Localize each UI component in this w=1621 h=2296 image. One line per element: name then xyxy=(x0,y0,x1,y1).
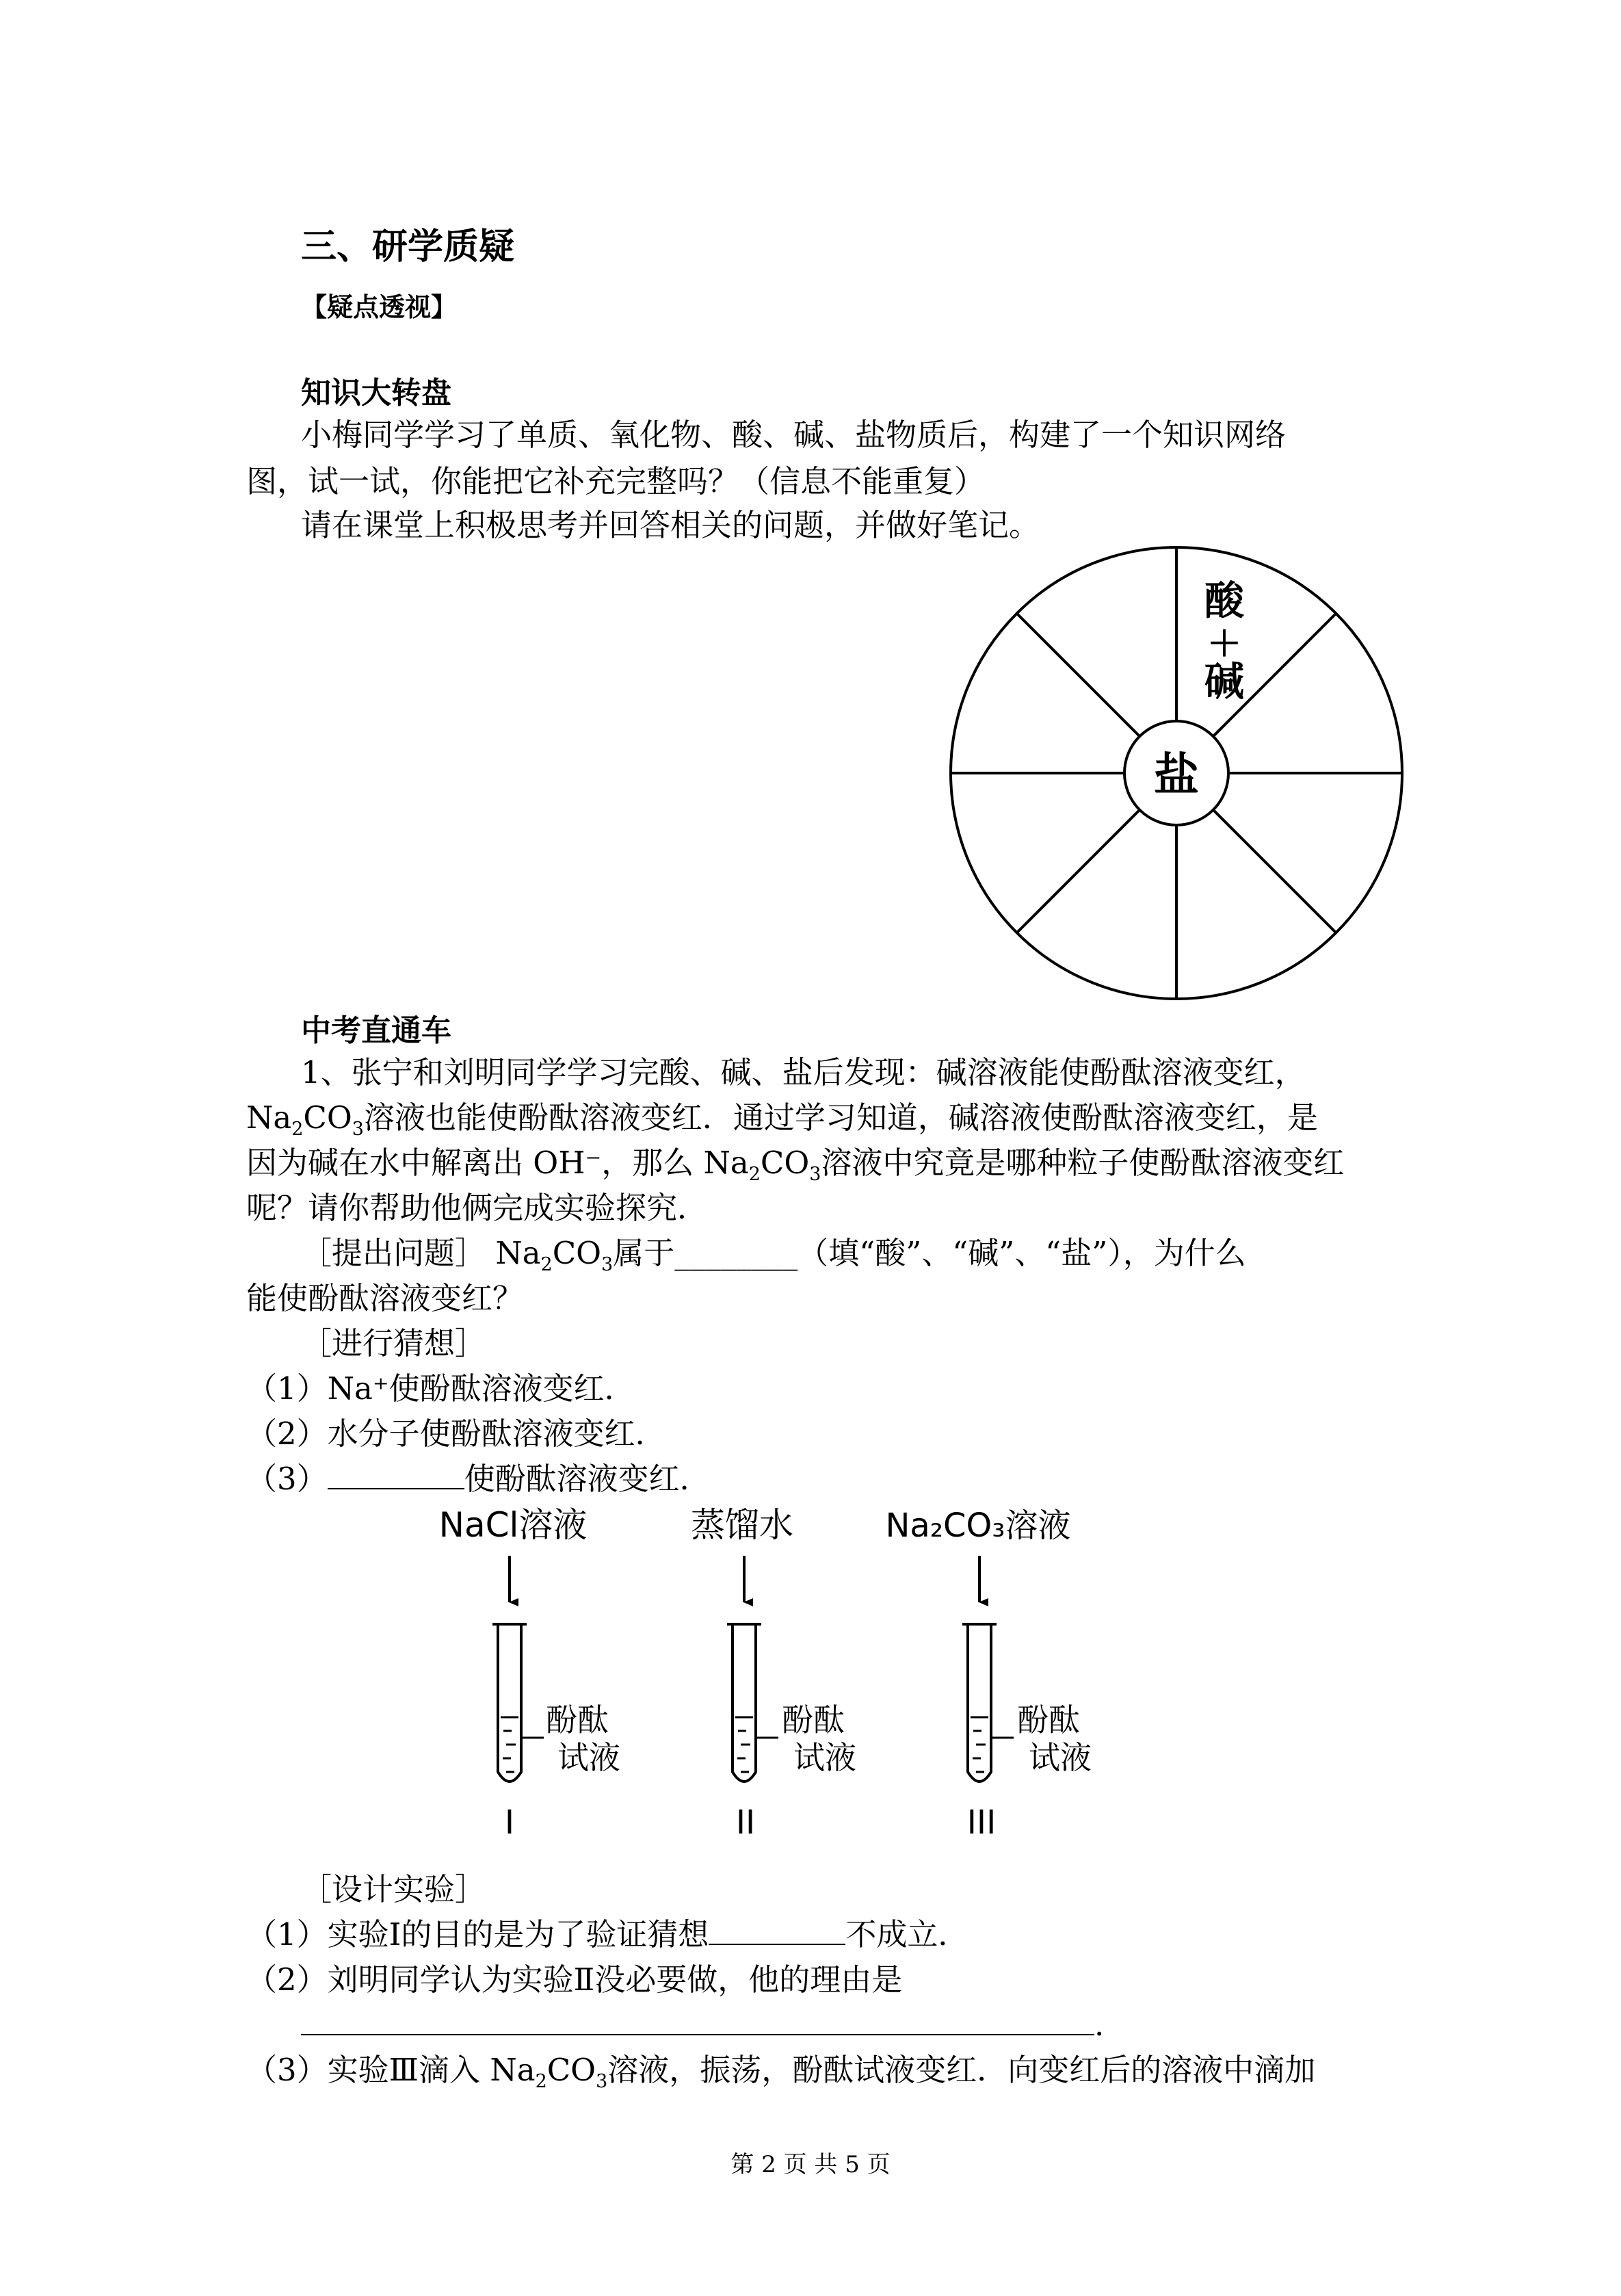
formula-na2co3: $Na_2CO_3$ xyxy=(495,1235,614,1275)
wheel-spoke-sw xyxy=(1016,810,1139,933)
wheel-intro-line1: 小梅同学学习了单质、氧化物、酸、碱、盐物质后，构建了一个知识网络 xyxy=(301,417,1287,453)
guess-2: （2）水分子使酚酞溶液变红． xyxy=(246,1416,666,1452)
design-1: （1）实验Ⅰ的目的是为了验证猜想 不成立． xyxy=(246,1910,968,1959)
wheel-spoke-nw xyxy=(1016,613,1139,736)
doubt-label: 【疑点透视】 xyxy=(301,292,458,322)
design-1-blank[interactable] xyxy=(709,1914,845,1945)
design-label: ［设计实验］ xyxy=(301,1871,486,1907)
ask-question-line2: 能使酚酞溶液变红？ xyxy=(246,1280,524,1316)
page-footer: 第 2 页 共 5 页 xyxy=(730,2151,891,2178)
design-2-answer-line: . xyxy=(301,2000,1104,2050)
formula-na2co3: $Na_2CO_3$ xyxy=(246,1099,364,1140)
design-3: （3）实验Ⅲ滴入 $Na_2CO_3$溶液，振荡，酚酞试液变红．向变红后的溶液中滴加 xyxy=(246,2052,1316,2092)
design-2-blank[interactable] xyxy=(301,2004,1094,2035)
tube-3-reagent: Na₂CO₃溶液 xyxy=(885,1506,1071,1545)
q1-line1: 1、张宁和刘明同学学习完酸、碱、盐后发现：碱溶液能使酚酞溶液变红， xyxy=(301,1054,1306,1091)
tube-3-indicator-line1: 酚酞 xyxy=(1017,1701,1080,1738)
tube-3-label: III xyxy=(966,1803,997,1842)
tube-3-group xyxy=(885,1506,1092,1842)
tube-1-group xyxy=(439,1505,620,1842)
wheel-center-label: 盐 xyxy=(1154,748,1199,801)
tube-3-indicator-line2: 试液 xyxy=(1029,1739,1092,1776)
knowledge-wheel xyxy=(944,540,1409,1006)
wheel-segment-acid: 酸 xyxy=(1204,577,1245,624)
design-2: （2）刘明同学认为实验Ⅱ没必要做，他的理由是 xyxy=(246,1961,903,1998)
wheel-segment-plus: ＋ xyxy=(1207,624,1241,664)
tube-2-indicator-line2: 试液 xyxy=(793,1739,856,1776)
q1-line2: $Na_2CO_3$溶液也能使酚酞溶液变红．通过学习知道，碱溶液使酚酞溶液变红，是 xyxy=(246,1099,1318,1140)
test-tube-diagram xyxy=(438,1498,1122,1854)
q1-line4: 呢？请你帮助他俩完成实验探究． xyxy=(246,1190,709,1226)
q1-line3: 因为碱在水中解离出 OH⁻，那么 $Na_2CO_3$溶液中究竟是哪种粒子使酚酞溶液变红 xyxy=(246,1145,1345,1185)
tube-1-reagent: NaCl溶液 xyxy=(438,1505,588,1545)
section-title: 三、研学质疑 xyxy=(301,226,515,268)
tube-1-label: I xyxy=(504,1803,515,1842)
wheel-segment-base: 碱 xyxy=(1204,658,1245,705)
tube-2-label: II xyxy=(735,1803,756,1842)
ask-question: ［提出问题］ $Na_2CO_3$属于________（填“酸”、“碱”、“盐”），为什么 xyxy=(301,1235,1246,1275)
tube-2-reagent: 蒸馏水 xyxy=(691,1505,793,1545)
tube-2-group xyxy=(691,1505,856,1842)
wheel-intro-line2: 图，试一试，你能把它补充完整吗？（信息不能重复） xyxy=(246,463,986,499)
tube-2-indicator-line1: 酚酞 xyxy=(782,1701,845,1738)
guess-1: （1）Na⁺使酚酞溶液变红． xyxy=(246,1370,635,1407)
formula-na2co3: $Na_2CO_3$ xyxy=(703,1145,821,1185)
guess-label: ［进行猜想］ xyxy=(301,1325,486,1361)
tube-1-indicator-line1: 酚酞 xyxy=(546,1701,609,1738)
guess-3: （3） 使酚酞溶液变红． xyxy=(246,1454,711,1504)
tube-1-indicator-line2: 试液 xyxy=(557,1739,620,1776)
wheel-spoke-se xyxy=(1213,810,1336,933)
guess-3-blank[interactable] xyxy=(328,1458,464,1489)
formula-na2co3: $Na_2CO_3$ xyxy=(490,2052,608,2092)
wheel-instruction: 请在课堂上积极思考并回答相关的问题，并做好笔记。 xyxy=(301,507,1040,543)
wheel-heading: 知识大转盘 xyxy=(301,376,451,410)
exam-heading: 中考直通车 xyxy=(301,1013,451,1048)
